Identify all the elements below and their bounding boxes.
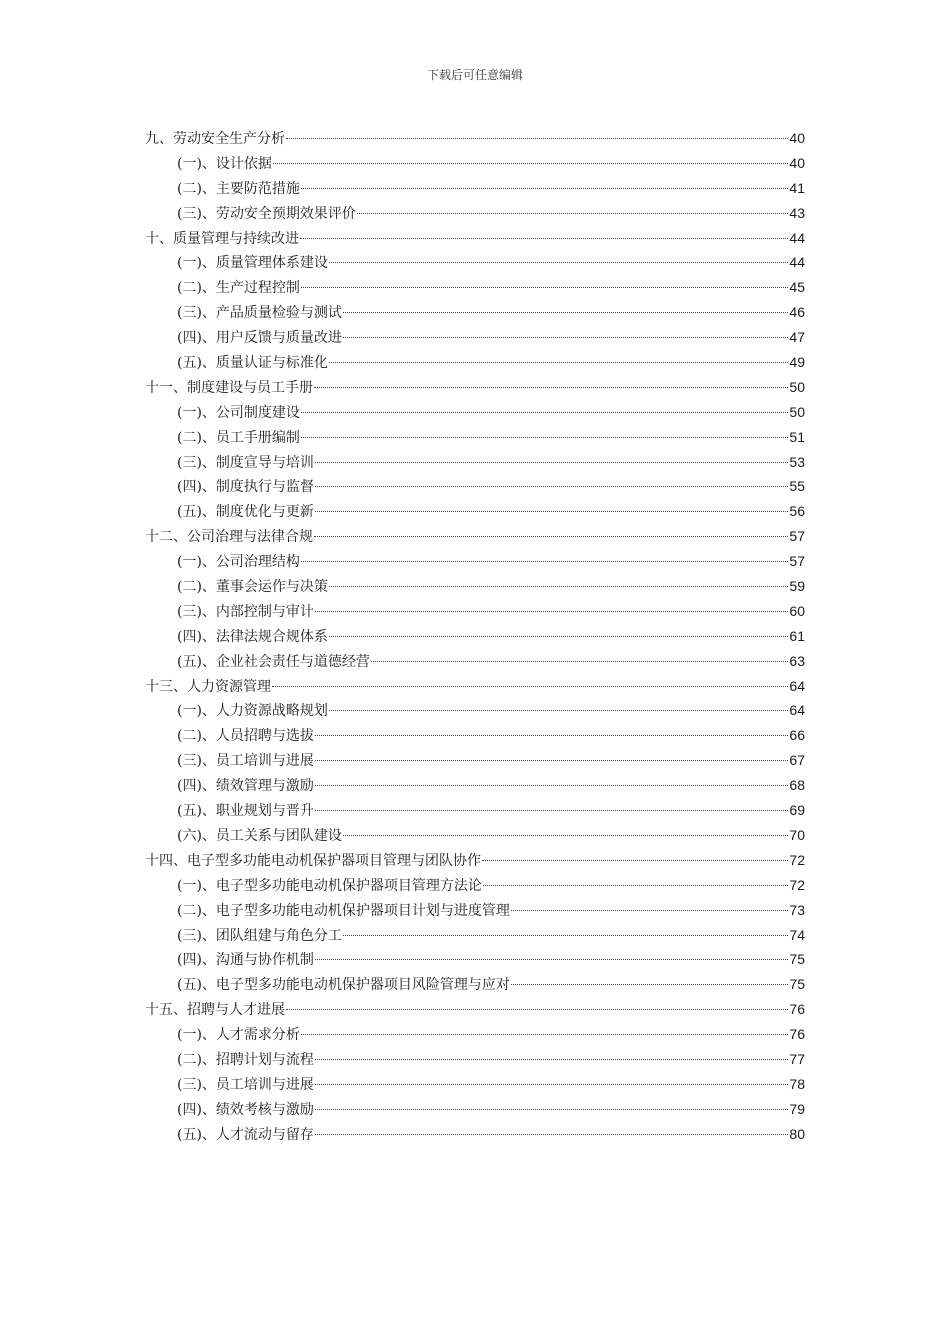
toc-section-entry[interactable] [145, 250, 805, 275]
toc-entry-title: (五)、电子型多功能电动机保护器项目风险管理与应对 [177, 977, 510, 994]
toc-page-number: 60 [789, 602, 805, 619]
toc-page-number: 64 [789, 702, 805, 719]
toc-dot-leader [273, 163, 788, 164]
toc-dot-leader [315, 785, 788, 786]
toc-dot-leader [511, 984, 788, 985]
toc-section-entry[interactable] [145, 549, 805, 574]
toc-section-entry[interactable] [145, 1022, 805, 1047]
toc-dot-leader [329, 636, 788, 637]
toc-page-number: 79 [789, 1100, 805, 1117]
toc-page-number: 50 [789, 403, 805, 420]
toc-dot-leader [315, 511, 788, 512]
toc-page-number: 73 [789, 901, 805, 918]
toc-dot-leader [357, 213, 788, 214]
toc-dot-leader [300, 238, 788, 239]
toc-section-entry[interactable] [145, 898, 805, 923]
toc-dot-leader [301, 561, 788, 562]
toc-section-entry[interactable] [145, 972, 805, 997]
toc-entry-title: (六)、员工关系与团队建设 [177, 827, 342, 844]
toc-dot-leader [286, 138, 788, 139]
toc-entry-title: 十二、公司治理与法律合规 [145, 529, 313, 546]
toc-section-entry[interactable] [145, 499, 805, 524]
toc-page-number: 70 [789, 826, 805, 843]
toc-dot-leader [343, 312, 788, 313]
toc-section-entry[interactable] [145, 176, 805, 201]
toc-section-entry[interactable] [145, 748, 805, 773]
toc-dot-leader [511, 910, 788, 911]
toc-chapter-entry[interactable] [145, 226, 805, 251]
toc-dot-leader [315, 1059, 788, 1060]
toc-dot-leader [286, 1009, 788, 1010]
toc-dot-leader [301, 437, 788, 438]
toc-entry-title: (三)、团队组建与角色分工 [177, 927, 342, 944]
toc-page-number: 49 [789, 354, 805, 371]
toc-section-entry[interactable] [145, 400, 805, 425]
toc-page-number: 64 [789, 677, 805, 694]
toc-chapter-entry[interactable] [145, 524, 805, 549]
toc-section-entry[interactable] [145, 649, 805, 674]
toc-section-entry[interactable] [145, 325, 805, 350]
toc-entry-title: (一)、公司制度建设 [177, 404, 300, 421]
toc-dot-leader [272, 686, 788, 687]
toc-page-number: 51 [789, 428, 805, 445]
toc-section-entry[interactable] [145, 698, 805, 723]
toc-dot-leader [301, 412, 788, 413]
toc-section-entry[interactable] [145, 425, 805, 450]
toc-page-number: 50 [789, 378, 805, 395]
toc-entry-title: (五)、制度优化与更新 [177, 504, 314, 521]
toc-page-number: 44 [789, 229, 805, 246]
toc-section-entry[interactable] [145, 201, 805, 226]
toc-dot-leader [315, 760, 788, 761]
toc-entry-title: (四)、绩效管理与激励 [177, 778, 314, 795]
toc-page-number: 55 [789, 478, 805, 495]
toc-dot-leader [343, 337, 788, 338]
toc-dot-leader [315, 810, 788, 811]
toc-dot-leader [329, 710, 788, 711]
toc-page-number: 59 [789, 578, 805, 595]
toc-chapter-entry[interactable] [145, 674, 805, 699]
toc-entry-title: 十四、电子型多功能电动机保护器项目管理与团队协作 [145, 852, 481, 869]
toc-dot-leader [482, 860, 788, 861]
toc-entry-title: (二)、主要防范措施 [177, 180, 300, 197]
toc-entry-title: (二)、员工手册编制 [177, 429, 300, 446]
toc-page-number: 43 [789, 204, 805, 221]
toc-dot-leader [329, 362, 788, 363]
toc-section-entry[interactable] [145, 798, 805, 823]
toc-section-entry[interactable] [145, 450, 805, 475]
header-note: 下载后可任意编辑 [426, 68, 523, 82]
toc-page-number: 77 [789, 1050, 805, 1067]
toc-dot-leader [315, 1134, 788, 1135]
toc-entry-title: (一)、设计依据 [177, 155, 272, 172]
toc-dot-leader [301, 1034, 788, 1035]
toc-entry-title: (三)、员工培训与进展 [177, 753, 314, 770]
toc-page-number: 57 [789, 553, 805, 570]
toc-page-number: 72 [789, 851, 805, 868]
toc-dot-leader [315, 735, 788, 736]
toc-entry-title: (四)、制度执行与监督 [177, 479, 314, 496]
toc-entry-title: 十、质量管理与持续改进 [145, 230, 299, 247]
toc-entry-title: (三)、员工培训与进展 [177, 1076, 314, 1093]
toc-entry-title: (二)、招聘计划与流程 [177, 1051, 314, 1068]
toc-dot-leader [343, 935, 788, 936]
toc-page-number: 76 [789, 1001, 805, 1018]
toc-page-number: 53 [789, 453, 805, 470]
toc-page-number: 69 [789, 802, 805, 819]
toc-page-number: 56 [789, 503, 805, 520]
toc-entry-title: (一)、公司治理结构 [177, 554, 300, 571]
toc-entry-title: (四)、法律法规合规体系 [177, 628, 328, 645]
toc-page-number: 40 [789, 154, 805, 171]
toc-page-number: 67 [789, 752, 805, 769]
toc-section-entry[interactable] [145, 1122, 805, 1147]
toc-dot-leader [315, 611, 788, 612]
toc-section-entry[interactable] [145, 947, 805, 972]
toc-dot-leader [315, 462, 788, 463]
toc-section-entry[interactable] [145, 624, 805, 649]
toc-entry-title: 十五、招聘与人才进展 [145, 1002, 285, 1019]
toc-entry-title: (四)、用户反馈与质量改进 [177, 330, 342, 347]
toc-entry-title: (一)、人力资源战略规划 [177, 703, 328, 720]
toc-entry-title: (一)、质量管理体系建设 [177, 255, 328, 272]
toc-section-entry[interactable] [145, 1097, 805, 1122]
toc-page-number: 75 [789, 951, 805, 968]
toc-section-entry[interactable] [145, 723, 805, 748]
toc-chapter-entry[interactable] [145, 997, 805, 1022]
toc-page-number: 78 [789, 1075, 805, 1092]
toc-entry-title: (五)、人才流动与留存 [177, 1126, 314, 1143]
toc-dot-leader [314, 536, 788, 537]
toc-entry-title: (二)、生产过程控制 [177, 280, 300, 297]
toc-page-number: 74 [789, 926, 805, 943]
toc-section-entry[interactable] [145, 823, 805, 848]
toc-page-number: 80 [789, 1125, 805, 1142]
toc-entry-title: (三)、内部控制与审计 [177, 603, 314, 620]
toc-entry-title: (四)、绩效考核与激励 [177, 1101, 314, 1118]
toc-entry-title: (五)、质量认证与标准化 [177, 355, 328, 372]
toc-page-number: 72 [789, 876, 805, 893]
toc-section-entry[interactable] [145, 300, 805, 325]
toc-section-entry[interactable] [145, 275, 805, 300]
toc-entry-title: (三)、产品质量检验与测试 [177, 305, 342, 322]
toc-dot-leader [483, 885, 788, 886]
toc-entry-title: (四)、沟通与协作机制 [177, 952, 314, 969]
toc-dot-leader [315, 959, 788, 960]
toc-section-entry[interactable] [145, 1072, 805, 1097]
toc-page-number: 41 [789, 179, 805, 196]
toc-dot-leader [371, 661, 788, 662]
toc-chapter-entry[interactable] [145, 848, 805, 873]
toc-page-number: 57 [789, 528, 805, 545]
toc-entry-title: 十一、制度建设与员工手册 [145, 379, 313, 396]
toc-entry-title: (三)、制度宣导与培训 [177, 454, 314, 471]
toc-section-entry[interactable] [145, 599, 805, 624]
toc-section-entry[interactable] [145, 574, 805, 599]
toc-chapter-entry[interactable] [145, 375, 805, 400]
toc-section-entry[interactable] [145, 923, 805, 948]
toc-dot-leader [315, 1109, 788, 1110]
toc-page-number: 66 [789, 727, 805, 744]
toc-entry-title: (二)、电子型多功能电动机保护器项目计划与进度管理 [177, 902, 510, 919]
toc-entry-title: (三)、劳动安全预期效果评价 [177, 205, 356, 222]
toc-entry-title: (五)、职业规划与晋升 [177, 803, 314, 820]
toc-entry-title: (一)、电子型多功能电动机保护器项目管理方法论 [177, 877, 482, 894]
toc-dot-leader [301, 287, 788, 288]
toc-chapter-entry[interactable] [145, 126, 805, 151]
toc-dot-leader [329, 586, 788, 587]
toc-dot-leader [343, 835, 788, 836]
toc-dot-leader [315, 1084, 788, 1085]
toc-section-entry[interactable] [145, 350, 805, 375]
toc-page-number: 44 [789, 254, 805, 271]
toc-section-entry[interactable] [145, 1047, 805, 1072]
table-of-contents [145, 126, 805, 1147]
toc-entry-title: 九、劳动安全生产分析 [145, 131, 285, 147]
toc-dot-leader [301, 188, 788, 189]
toc-page-number: 47 [789, 329, 805, 346]
toc-page-number: 75 [789, 976, 805, 993]
toc-section-entry[interactable] [145, 773, 805, 798]
toc-dot-leader [329, 262, 788, 263]
toc-section-entry[interactable] [145, 474, 805, 499]
toc-entry-title: (二)、人员招聘与选拔 [177, 728, 314, 745]
toc-page-number: 40 [789, 130, 805, 146]
toc-dot-leader [314, 387, 788, 388]
toc-page-number: 46 [789, 304, 805, 321]
toc-page-number: 45 [789, 279, 805, 296]
toc-entry-title: (五)、企业社会责任与道德经营 [177, 653, 370, 670]
toc-dot-leader [315, 486, 788, 487]
toc-section-entry[interactable] [145, 873, 805, 898]
toc-page-number: 63 [789, 652, 805, 669]
toc-entry-title: 十三、人力资源管理 [145, 678, 271, 695]
toc-page-number: 76 [789, 1026, 805, 1043]
toc-page-number: 68 [789, 777, 805, 794]
toc-section-entry[interactable] [145, 151, 805, 176]
toc-page-number: 61 [789, 627, 805, 644]
toc-entry-title: (二)、董事会运作与决策 [177, 579, 328, 596]
toc-entry-title: (一)、人才需求分析 [177, 1027, 300, 1044]
